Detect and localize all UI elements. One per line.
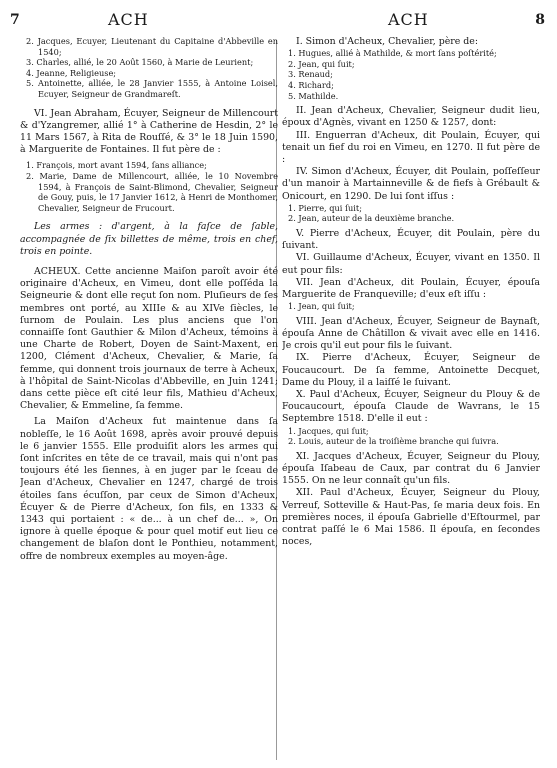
right-list-item: 1. Jacques, qui ſuit;	[288, 425, 369, 436]
right-list-item: 5. Mathilde.	[288, 90, 339, 101]
right-paragraph: III. Enguerran d'Acheux, dit Poulain, Écuyer, qui tenait un fief du roi en Vimeu, en 1270. Il fut père de :	[282, 129, 540, 165]
right-list-item: 1. Pierre, qui ſuit;	[288, 202, 362, 213]
right-paragraph: II. Jean d'Acheux, Chevalier, Seigneur dudit lieu, époux d'Agnès, vivant en 1250 & 1257, dont:	[282, 105, 540, 129]
running-head-left: ACH	[108, 10, 149, 29]
left-list-item: 4. Jeanne, Religieuse;	[26, 67, 117, 78]
left-list-item: 3. Charles, allié, le 20 Août 1560, à Marie de Leurient;	[26, 57, 254, 68]
right-paragraph: V. Pierre d'Acheux, Écuyer, dit Poulain, père du ſuivant.	[282, 227, 540, 252]
right-list-item: 1. Jean, qui ſuit;	[288, 301, 355, 312]
right-paragraph: XI. Jacques d'Acheux, Écuyer, Seigneur du Plouy, épouſa Iſabeau de Caux, par contrat du 6 Janvier 1555. On ne leur connaît qu'un fils.	[282, 450, 540, 487]
left-list-item: 1. François, mort avant 1594, ſans alliance;	[26, 160, 207, 171]
right-paragraph: IX. Pierre d'Acheux, Écuyer, Seigneur de Foucaucourt. De ſa femme, Antoinette Decquet, Dame du Plouy, il a laiſſé le ſuivant.	[282, 352, 540, 388]
right-list-item: 2. Jean, auteur de la deuxième branche.	[288, 213, 455, 224]
right-list-item: 2. Louis, auteur de la troiſième branche qui ſuivra.	[288, 436, 499, 447]
left-paragraph: ACHEUX. Cette ancienne Maiſon paroît avoir été originaire d'Acheux, en Vimeu, dont elle poſſéda la Seigneurie & dont elle reçut ſon nom. Pluſieurs de ſes membres ont porté, au XIIIe & au XIVe ſiècles, le ſurnom de Poulain. Les plus anciens que l'on connaiſſe ſont Gauthier & Milon d'Acheux, témoins à une Charte de Robert, Doyen de Saint-Maxent, en 1200, Clément d'Acheux, Chevalier, & Marie, ſa femme, qui donnent trois journaux de terre à Acheux, à l'hôpital de Saint-Nicolas d'Abbeville, en Juin 1241; dans cette pièce eſt cité leur fils, Mathieu d'Acheux, Chevalier, & Emmeline, ſa femme.	[20, 265, 278, 412]
left-paragraph: VI. Jean Abraham, Écuyer, Seigneur de Millencourt & d'Yzangremer, allié 1° à Catherine de Hesdin, 2° le 11 Mars 1567, à Rita de Rouſſé, & 3° le 18 Juin 1590, à Marguerite de Fontaines. Il fut père de :	[20, 107, 278, 156]
left-column	[20, 36, 278, 764]
left-list-item: 2. Marie, Dame de Millencourt, alliée, le 10 Novembre 1594, à François de Saint-Blimond, Chevalier, Seigneur de Gouy, puis, le 17 Janvier 1612, à Henri de Monthomer, Chevalier, Seigneur de Frucourt.	[26, 170, 278, 213]
right-paragraph: IV. Simon d'Acheux, Écuyer, dit Poulain, poſſeſſeur d'un manoir à Martainneville & de fiefs à Grébault & Onicourt, en 1290. De lui ſont iſſus :	[282, 166, 540, 202]
left-paragraph: Les armes : d'argent, à la faſce de ſable, accompagnée de ſix billettes de même, trois en chef, trois en pointe.	[20, 221, 278, 257]
page-number-left: 7	[10, 12, 20, 28]
right-paragraph: VIII. Jean d'Acheux, Écuyer, Seigneur de Baynaſt, épouſa Anne de Châtillon & vivait avec elle en 1416. Je crois qu'il eut pour fils le ſuivant.	[282, 315, 540, 352]
spacer	[20, 258, 278, 266]
right-paragraph: I. Simon d'Acheux, Chevalier, père de:	[296, 36, 478, 47]
right-list-item: 4. Richard;	[288, 79, 334, 90]
right-list-item: 2. Jean, qui ſuit;	[288, 58, 355, 69]
left-list-item: 5. Antoinette, alliée, le 28 Janvier 1555, à Antoine Loisel, Ecuyer, Seigneur de Grandmareſt.	[26, 78, 278, 99]
right-paragraph: VI. Guillaume d'Acheux, Écuyer, vivant en 1350. Il eut pour fils:	[282, 252, 540, 276]
right-list-item: 3. Renaud;	[288, 69, 333, 80]
right-column	[282, 36, 540, 764]
spacer	[20, 213, 278, 221]
right-list-item: 1. Hugues, allié à Mathilde, & mort ſans poſtérité;	[288, 48, 497, 59]
running-head-right: ACH	[388, 10, 429, 29]
page-number-right: 8	[535, 12, 545, 28]
left-list-item: 2. Jacques, Ecuyer, Lieutenant du Capitaine d'Abbeville en 1540;	[26, 36, 278, 57]
right-paragraph: X. Paul d'Acheux, Écuyer, Seigneur du Plouy & de Foucaucourt, épouſa Claude de Wavrans, le 15 Septembre 1518. D'elle il eut :	[282, 389, 540, 425]
right-paragraph: XII. Paul d'Acheux, Écuyer, Seigneur du Plouy, Verreuf, Sotteville & Haut-Pas, ſe maria deux fois. En premières noces, il épouſa Gabrielle d'Eſtourmel, par contrat paſſé le 6 Mai 1586. Il épouſa, en ſecondes noces,	[282, 487, 540, 548]
left-paragraph: La Maiſon d'Acheux fut maintenue dans ſa nobleſſe, le 16 Août 1698, après avoir prouvé depuis le 6 janvier 1555. Elle produiſit alors les armes qui ſont inſcrites en tête de ce travail, mais qui n'ont pas toujours été les ſiennes, à en juger par le ſceau de Jean d'Acheux, Chevalier en 1247, chargé de trois étoiles ſans écuſſon, par ceux de Simon d'Acheux, Écuyer & de Pierre d'Acheux, ſon fils, en 1333 & 1343 qui portaient : « de... à un chef de... », On ignore à quelle époque & pour quel motif eut lieu ce changement de blaſon dont le Ponthieu, notamment, offre de nombreux exemples au moyen-âge.	[20, 416, 278, 562]
page-header	[0, 10, 557, 34]
right-paragraph: VII. Jean d'Acheux, dit Poulain, Écuyer, épouſa Marguerite de Franqueville; d'eux eſt iſſu :	[282, 276, 540, 300]
spacer	[20, 100, 278, 108]
